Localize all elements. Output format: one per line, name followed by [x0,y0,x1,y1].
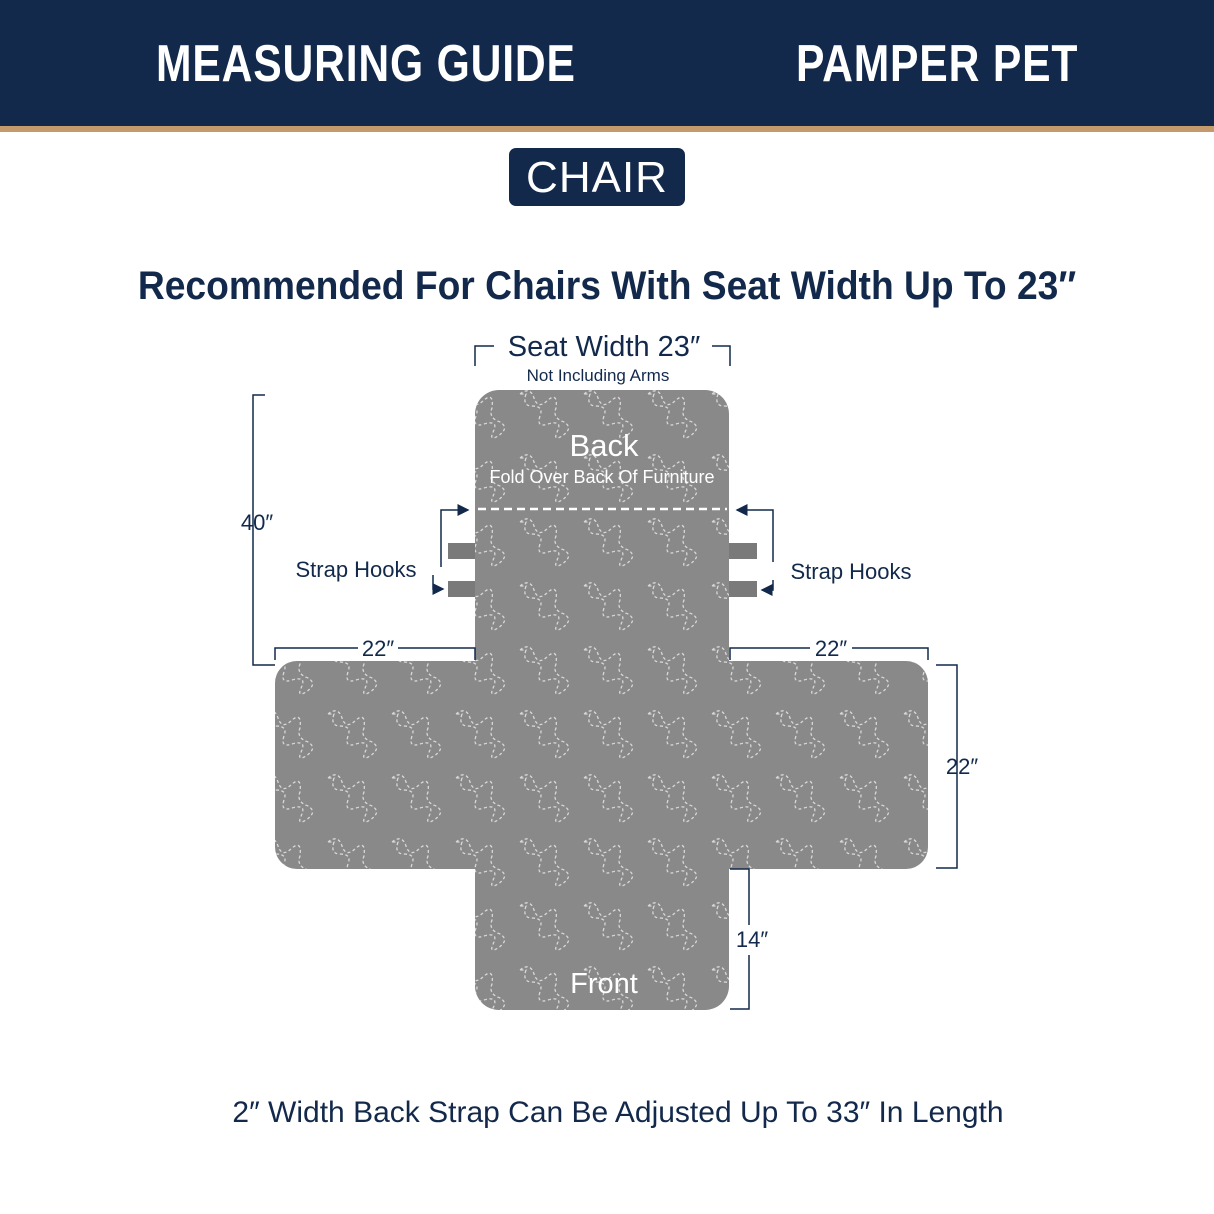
seat-width-label: Seat Width 23″ [507,331,701,363]
strap-hook-left-top [448,543,478,559]
front-label: Front [570,968,638,1000]
strap-hooks-left-label: Strap Hooks [295,557,417,582]
total-length-label: 40″ [240,510,274,535]
front-drop-label: 14″ [735,927,769,952]
strap-hooks-right-label: Strap Hooks [790,559,912,584]
right-arm-width-label: 22″ [814,636,848,661]
product-type-badge: CHAIR [509,148,685,206]
recommendation-heading: Recommended For Chairs With Seat Width Up To 23″ [137,264,1077,308]
brand-name: PAMPER PET [796,35,1079,93]
left-arm-width-label: 22″ [361,636,395,661]
arm-depth-label: 22″ [945,754,979,779]
strap-note: 2″ Width Back Strap Can Be Adjusted Up To 33″ In Length [232,1096,1004,1129]
seat-width-note: Not Including Arms [526,366,670,385]
back-note: Fold Over Back Of Furniture [489,467,715,487]
guide-title: MEASURING GUIDE [156,35,576,93]
strap-hook-right-bottom [727,581,757,597]
back-label: Back [569,428,639,463]
strap-hook-right-top [727,543,757,559]
strap-hook-left-bottom [448,581,478,597]
